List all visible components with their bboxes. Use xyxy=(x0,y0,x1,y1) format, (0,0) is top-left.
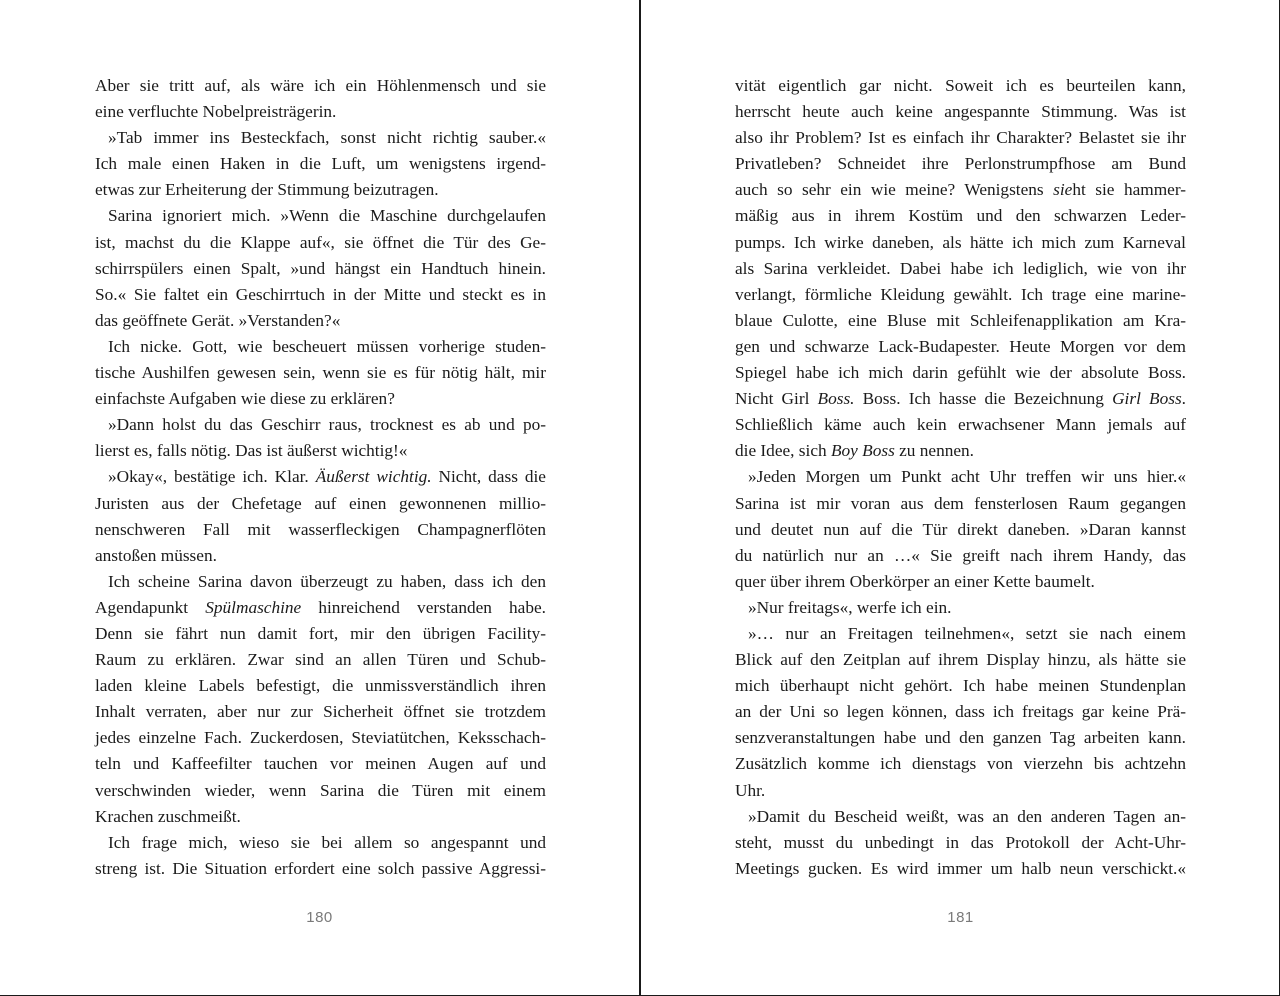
text-line: Sarina ignoriert mich. »Wenn die Maschine durchgelaufen xyxy=(108,206,546,226)
text-line: Sarina ist mir voran aus dem fensterlosen Raum gegangen xyxy=(735,493,1186,513)
text-line: laden kleine Labels befestigt, die unmissverständlich ihren xyxy=(95,676,546,696)
text-line: du natürlich nur an …« Sie greift nach ihrem Handy, das xyxy=(735,545,1186,565)
text-line: steht, musst du unbedingt in das Protokoll der Acht-Uhr- xyxy=(735,832,1186,852)
text-line: tische Aushilfen gewesen sein, wenn sie es für nötig hält, mir xyxy=(95,363,546,383)
text-line: vität eigentlich gar nicht. Soweit ich es beurteilen kann, xyxy=(735,76,1186,95)
text-line: mich überhaupt nicht gehört. Ich habe meinen Stundenplan xyxy=(735,676,1186,696)
right-page-body-text xyxy=(735,73,1186,882)
text-line: Schließlich käme auch kein erwachsener Mann jemals auf xyxy=(735,415,1186,435)
text-line: Uhr. xyxy=(735,780,766,800)
text-line: So.« Sie faltet ein Geschirrtuch in der Mitte und steckt es in xyxy=(95,284,546,304)
text-line: gen und schwarze Lack-Budapester. Heute Morgen vor dem xyxy=(735,336,1186,356)
text-line: Ich frage mich, wieso sie bei allem so angespannt und xyxy=(108,832,546,852)
text-line: Aber sie tritt auf, als wäre ich ein Höhlenmensch und sie xyxy=(95,76,546,95)
text-line: senzveranstaltungen habe und den ganzen Tag arbeiten kann. xyxy=(735,728,1186,748)
text-line: »Okay«, bestätige ich. Klar. Äußerst wichtig. Nicht, dass die xyxy=(108,467,546,487)
left-page xyxy=(0,0,639,996)
text-line: herrscht heute auch keine angespannte Stimmung. Was ist xyxy=(735,102,1186,122)
text-line: ist, machst du die Klappe auf«, sie öffnet die Tür des Ge- xyxy=(95,232,546,252)
text-line: teln und Kaffeefilter tauchen vor meinen Augen auf und xyxy=(95,754,546,774)
text-line: schirrspülers einen Spalt, »und hängst ein Handtuch hinein. xyxy=(95,258,546,278)
text-line: Zusätzlich komme ich dienstags von vierzehn bis achtzehn xyxy=(735,754,1186,774)
text-line: Nicht Girl Boss. Boss. Ich hasse die Bezeichnung Girl Boss. xyxy=(735,389,1186,409)
text-line: auch so sehr ein wie meine? Wenigstens sieht sie hammer- xyxy=(735,180,1186,200)
text-line: Meetings gucken. Es wird immer um halb neun verschickt.« xyxy=(735,858,1186,878)
text-line: quer über ihrem Oberkörper an einer Kette baumelt. xyxy=(735,571,1095,591)
text-line: »Dann holst du das Geschirr raus, trocknest es ab und po- xyxy=(108,415,546,435)
text-line: »Nur freitags«, werfe ich ein. xyxy=(748,597,952,617)
text-line: lierst es, falls nötig. Das ist äußerst wichtig!« xyxy=(95,441,408,461)
text-line: Spiegel habe ich mich darin gefühlt wie der absolute Boss. xyxy=(735,363,1186,383)
text-line: Denn sie fährt nun damit fort, mir den übrigen Facility- xyxy=(95,623,546,643)
text-line: Blick auf den Zeitplan auf ihrem Display hinzu, als hätte sie xyxy=(735,650,1186,670)
text-line: verschwinden wieder, wenn Sarina die Türen mit einem xyxy=(95,780,546,800)
right-page xyxy=(641,0,1280,996)
text-line: blaue Culotte, eine Bluse mit Schleifenapplikation am Kra- xyxy=(735,310,1186,330)
text-line: Ich nicke. Gott, wie bescheuert müssen vorherige studen- xyxy=(108,336,546,356)
text-line: jedes einzelne Fach. Zuckerdosen, Steviatütchen, Keksschach- xyxy=(95,728,546,748)
text-line: und deutet nun auf die Tür direkt daneben. »Daran kannst xyxy=(735,519,1186,539)
text-line: »Damit du Bescheid weißt, was an den anderen Tagen an- xyxy=(748,806,1186,826)
text-line: pumps. Ich wirke daneben, als hätte ich mich zum Karneval xyxy=(735,232,1186,252)
left-page-body-text xyxy=(95,73,546,882)
text-line: eine verfluchte Nobelpreisträgerin. xyxy=(95,102,337,122)
text-line: also ihr Problem? Ist es einfach ihr Charakter? Belastet sie ihr xyxy=(735,128,1186,148)
text-line: Inhalt verraten, aber nur zur Sicherheit öffnet sie trotzdem xyxy=(95,702,546,722)
text-line: als Sarina verkleidet. Dabei habe ich lediglich, wie von ihr xyxy=(735,258,1186,278)
text-line: Ich male einen Haken in die Luft, um wenigstens irgend- xyxy=(95,154,546,174)
text-line: anstoßen müssen. xyxy=(95,545,217,565)
text-line: Ich scheine Sarina davon überzeugt zu haben, dass ich den xyxy=(108,571,546,591)
text-line: einfachste Aufgaben wie diese zu erklären? xyxy=(95,389,395,409)
text-line: Agendapunkt Spülmaschine hinreichend verstanden habe. xyxy=(95,597,546,617)
text-line: Privatleben? Schneidet ihre Perlonstrumpfhose am Bund xyxy=(735,154,1186,174)
text-line: nenschweren Fall mit wasserfleckigen Champagnerflöten xyxy=(95,519,546,539)
text-line: Juristen aus der Chefetage auf einen gewonnenen millio- xyxy=(95,493,546,513)
text-line: »Tab immer ins Besteckfach, sonst nicht richtig sauber.« xyxy=(108,128,546,148)
text-line: an der Uni so legen können, dass ich freitags gar keine Prä- xyxy=(735,702,1186,722)
text-line: Krachen zuschmeißt. xyxy=(95,806,241,826)
text-line: »… nur an Freitagen teilnehmen«, setzt sie nach einem xyxy=(748,623,1186,643)
text-line: mäßig aus in ihrem Kostüm und den schwarzen Leder- xyxy=(735,206,1186,226)
text-line: etwas zur Erheiterung der Stimmung beizutragen. xyxy=(95,180,439,200)
text-line: verlangt, förmliche Kleidung gewählt. Ich trage eine marine- xyxy=(735,284,1186,304)
right-page-number: 181 xyxy=(947,909,974,926)
text-line: die Idee, sich Boy Boss zu nennen. xyxy=(735,441,974,461)
text-line: das geöffnete Gerät. »Verstanden?« xyxy=(95,310,341,330)
text-line: Raum zu erklären. Zwar sind an allen Türen und Schub- xyxy=(95,650,546,670)
left-page-number: 180 xyxy=(306,909,333,926)
text-line: streng ist. Die Situation erfordert eine solch passive Aggressi- xyxy=(95,858,546,878)
text-line: »Jeden Morgen um Punkt acht Uhr treffen wir uns hier.« xyxy=(748,467,1186,487)
